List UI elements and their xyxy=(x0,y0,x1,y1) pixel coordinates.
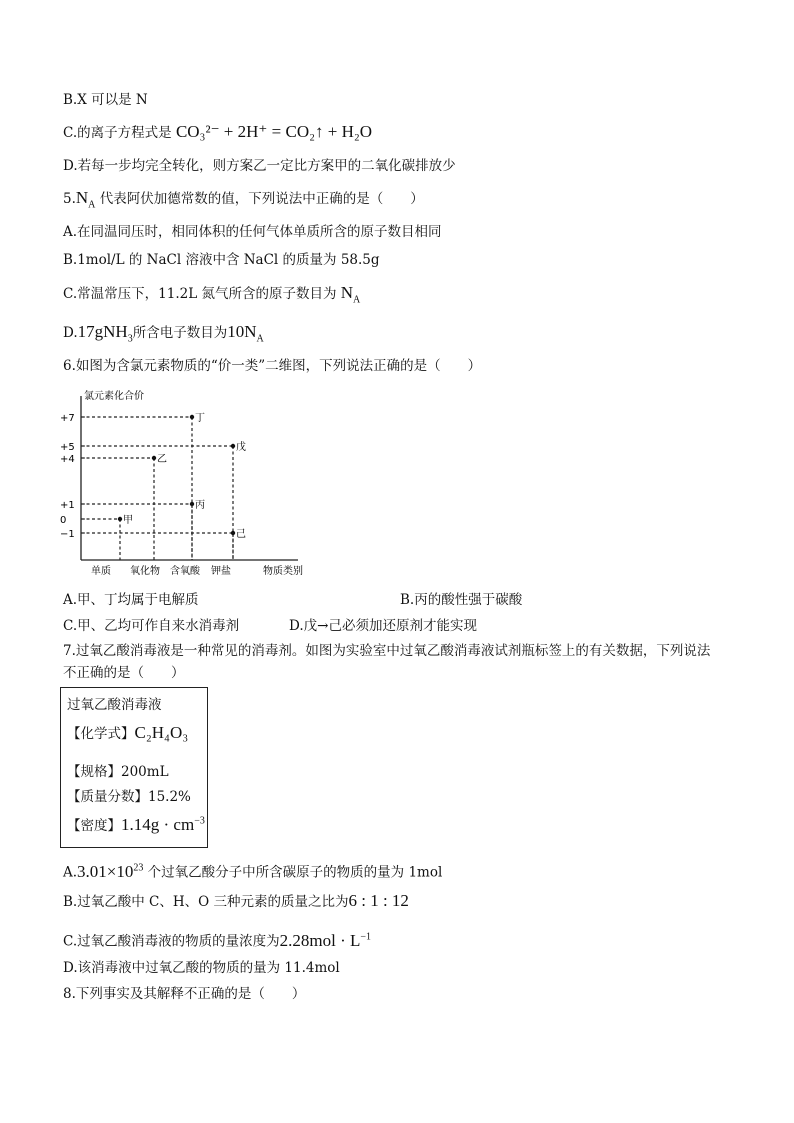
q5-stem xyxy=(63,188,424,215)
label-title: 过氧乙酸消毒液 xyxy=(67,697,162,713)
x-axis-title: 物质类别 xyxy=(263,566,303,577)
q5-option-c-text: C.常温常压下，11.2L 氮气所含的原子数目为 xyxy=(63,286,341,302)
point-label: 己 xyxy=(236,529,246,540)
x-tick-label: 氧化物 xyxy=(130,566,160,577)
valence-class-chart xyxy=(58,388,308,583)
q6-option-d: D.戊→己必须加还原剂才能实现 xyxy=(289,618,477,634)
x-tick-label: 含氧酸 xyxy=(170,566,200,577)
q4-option-c xyxy=(63,122,372,143)
reagent-label-box xyxy=(60,687,208,848)
label-formula-value: C₂H₄O₃ xyxy=(134,723,189,742)
q6-option-c: C.甲、乙均可作自来水消毒剂 xyxy=(63,618,240,634)
q7-stem-line-1: 7.过氧乙酸消毒液是一种常见的消毒剂。如图为实验室中过氧乙酸消毒液试剂瓶标签上的有关数据，下列说法 xyxy=(63,643,711,659)
y-tick-label: +5 xyxy=(60,442,75,453)
q4-option-c-text: C.的离子方程式是 xyxy=(63,125,176,141)
point-label: 乙 xyxy=(157,454,167,465)
q7-option-c: C.过氧乙酸消毒液的物质的量浓度为$2.28mol \cdot L^{-1}$ xyxy=(63,930,372,950)
x-tick-label: 单质 xyxy=(91,566,111,577)
q6-option-b: B.丙的酸性强于碳酸 xyxy=(400,592,523,608)
q5-option-c xyxy=(63,283,360,310)
avogadro-symbol: $N_A$ xyxy=(75,188,96,211)
q7-option-d: D.该消毒液中过氧乙酸的物质的量为 11.4mol xyxy=(63,960,340,976)
point-label: 戊 xyxy=(236,442,246,453)
data-point xyxy=(118,517,122,521)
q7-option-a: $A.3.01\times 10^{23}$ 个过氧乙酸分子中所含碳原子的物质的量为 1mol xyxy=(63,861,443,881)
q7-option-b-ratio: 6 : 1 : 12 xyxy=(348,891,409,910)
q5-option-d: D.17gNH$_3$所含电子数目为$10N_A$ xyxy=(63,322,264,345)
q6-option-a: A.甲、丁均属于电解质 xyxy=(63,592,199,608)
q5-option-b: B.1mol/L 的 NaCl 溶液中含 NaCl 的质量为 58.5g xyxy=(63,252,380,268)
q4-option-b: B.X 可以是 N xyxy=(63,92,148,108)
point-label: 丙 xyxy=(195,500,205,511)
y-tick-label: +7 xyxy=(60,413,75,424)
label-density: 【密度】$1.14g \cdot cm^{-3}$ xyxy=(67,815,205,834)
q6-stem: 6.如图为含氯元素物质的“价一类”二维图，下列说法正确的是（ ） xyxy=(63,358,482,374)
y-tick-label: −1 xyxy=(60,529,75,540)
q5-option-d-formula: 17gNH$_3$ xyxy=(77,322,133,345)
q7-stem-line-2: 不正确的是（ ） xyxy=(63,665,185,681)
q5-option-c-na: $N_A$ xyxy=(340,283,361,306)
y-tick-label: +1 xyxy=(60,500,75,511)
y-axis-title: 氯元素化合价 xyxy=(84,391,144,402)
q7-option-c-value: $2.28mol \cdot L^{-1}$ xyxy=(279,930,372,950)
label-spec: 【规格】200mL xyxy=(67,764,169,780)
label-formula: 【化学式】C₂H₄O₃ xyxy=(67,723,189,742)
label-mass-fraction: 【质量分数】15.2% xyxy=(67,789,191,805)
point-label: 丁 xyxy=(195,413,205,424)
label-density-value: $1.14g \cdot cm^{-3}$ xyxy=(121,815,205,834)
data-point xyxy=(190,415,194,419)
q4-option-d: D.若每一步均完全转化，则方案乙一定比方案甲的二氧化碳排放少 xyxy=(63,158,456,174)
data-point xyxy=(231,444,235,448)
y-tick-label: +4 xyxy=(60,454,75,465)
data-point xyxy=(231,531,235,535)
q8-stem: 8.下列事实及其解释不正确的是（ ） xyxy=(63,986,306,1002)
y-tick-label: 0 xyxy=(60,515,67,526)
q5-stem-text: 代表阿伏加德常数的值，下列说法中正确的是（ ） xyxy=(95,191,424,207)
point-label: 甲 xyxy=(123,515,133,526)
q7-option-a-number: $3.01\times 10^{23}$ xyxy=(77,861,144,881)
data-point xyxy=(152,456,156,460)
x-tick-label: 钾盐 xyxy=(211,566,231,577)
q5-option-d-value: $10N_A$ xyxy=(227,322,264,345)
q5-number: 5. xyxy=(63,191,76,207)
q7-option-b: B.过氧乙酸中 C、H、O 三种元素的质量之比为6 : 1 : 12 xyxy=(63,891,409,910)
q5-option-a: A.在同温同压时，相同体积的任何气体单质所含的原子数目相同 xyxy=(63,224,442,240)
q4-ionic-equation: CO₃²⁻ + 2H⁺ = CO₂↑ + H₂O xyxy=(175,122,373,141)
